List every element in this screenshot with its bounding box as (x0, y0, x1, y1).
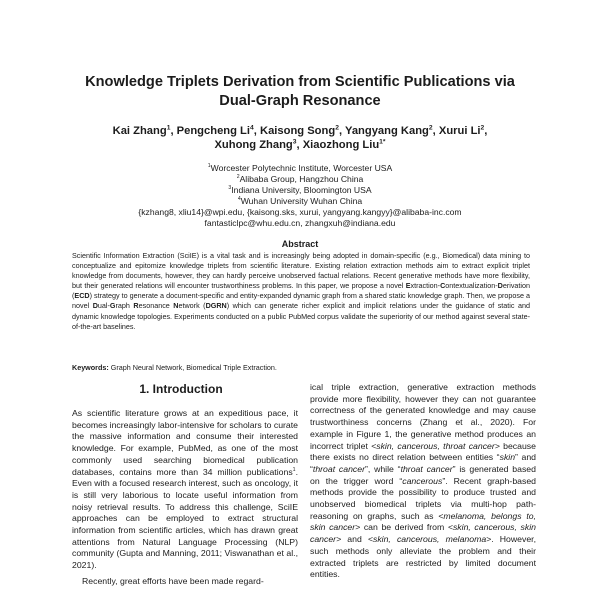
author-sup: 1 (166, 124, 171, 132)
keywords (72, 363, 530, 373)
affiliation: $^4$Wuhan University Wuhan China (237, 196, 363, 206)
author-sup: 1* (379, 138, 386, 146)
paper-title (60, 73, 540, 111)
author-name: Pengcheng Li (176, 125, 251, 137)
author-name: Kai Zhang (112, 125, 167, 137)
author-sup: 2 (335, 124, 339, 132)
author-sup: 2 (428, 124, 433, 132)
abstract-body: Scientific Information Extraction (SciIE) is a vital task and is increasingly being adopted in domain-specific (e.g., Biomedical) data mining to conceptualize and epitomize knowledge triplets from scientific literature. Existing relation extraction methods aim to extract explicit triplet knowledge from documents, however, they can hardly perceive unobserved factual relations. Recent generative methods have more flexibility, but their generated relations will encounter trustworthiness problems. In this paper, we propose a novel Extraction-Contextualization-Derivation (ECD) strategy to generate a document-specific and entity-expanded dynamic graph from a shared static knowledge graph. Then, we propose a novel Dual-Graph Resonance Network (DGRN) which can generate richer explicit and implicit relations under the guidance of static and dynamic knowledge topologies. Experiments conducted on a public PubMed corpus validate the superiority of our method against several state-of-the-art baselines. (72, 251, 530, 331)
authors-line-2: Xuhong Zhang$^3$, Xiaozhong Liu$^{1*}$ (214, 138, 386, 151)
email-line: {kzhang8, xliu14}@wpi.edu, {kaisong.sks, xurui, yangyang.kangyy}@alibaba-inc.com (138, 207, 462, 217)
section-heading-introduction: 1. Introduction (139, 382, 223, 396)
author-name: Kaisong Song (259, 125, 336, 137)
keywords-text: Graph Neural Network, Biomedical Triple Extraction. (108, 363, 277, 372)
author-sup: 3 (292, 138, 297, 146)
paragraph: ical triple extraction, generative extraction methods provide more flexibility, however they can not guarantee correctness of the generated knowledge and may cause trustworthiness concerns (Zhang et al., 2020). For example in Figure 1, the generative method produces an incorrect triplet <skin, cancerous, throat cancer> because there exists no direct relation between entities “skin” and “throat cancer”, while “throat cancer” is generated based on the trigger word “cancerous”. Recent graph-based methods provide the possibility to produce trusted and unobserved biomedical triplets via multi-hop path-reasoning on graphs, such as <melanoma, belongs to, skin cancer> can be derived from <skin, cancerous, skin cancer> and <skin, cancerous, melanoma>. However, such methods only alleviate the problem and their extracted triplets are restricted by limited document entities. (310, 382, 537, 580)
author-name: Xurui Li (438, 125, 481, 137)
paragraph: As scientific literature grows at an expeditious pace, it becomes increasingly labor-intensive for scholars to curate the massive information and consume their interested knowledge. For example, PubMed, as one of the most commonly used searching biomedical publication databases, contains more than 34 million publications$^1$. Even with a focused research interest, such as oncology, it is still very laborious to locate useful information from noisy retrieval results. To address this challenge, SciIE approaches can be employed to extract structural information from scientific articles, which has drawn great attentions from Natural Language Processing (NLP) community (Gupta and Manning, 2011; Viswanathan et al., 2021). (72, 408, 298, 571)
author-sup: 2 (480, 124, 485, 132)
dgrn-abbr: DGRN (205, 301, 227, 311)
paragraph: Recently, great efforts have been made regard- (82, 575, 264, 586)
title-line-1: Knowledge Triplets Derivation from Scientific Publications via (85, 74, 515, 90)
affiliations (60, 163, 540, 229)
footnote-marker: 1 (292, 466, 296, 473)
right-column (310, 382, 536, 581)
author-name: Xuhong Zhang (214, 139, 293, 151)
affiliation: $^3$Indiana University, Bloomington USA (228, 185, 372, 195)
author-sup: 4 (250, 124, 254, 132)
authors-line-1: Kai Zhang$^1$, Pengcheng Li$^4$, Kaisong Song$^2$, Yangyang Kang$^2$, Xurui Li$^2$, (112, 124, 488, 137)
left-column (72, 408, 298, 588)
keywords-label: Keywords: (72, 363, 109, 372)
author-name: Yangyang Kang (344, 125, 429, 137)
ecd-abbr: ECD (74, 291, 90, 301)
affiliation: $^2$Alibaba Group, Hangzhou China (236, 174, 364, 184)
email-line: fantasticlpc@whu.edu.cn, zhangxuh@indiana.edu (204, 218, 396, 228)
title-line-2: Dual-Graph Resonance (219, 93, 381, 109)
abstract-heading: Abstract (281, 239, 319, 249)
author-list (60, 124, 540, 152)
affiliation: $^1$Worcester Polytechnic Institute, Worcester USA (207, 163, 393, 173)
author-name: Xiaozhong Liu (302, 139, 380, 151)
